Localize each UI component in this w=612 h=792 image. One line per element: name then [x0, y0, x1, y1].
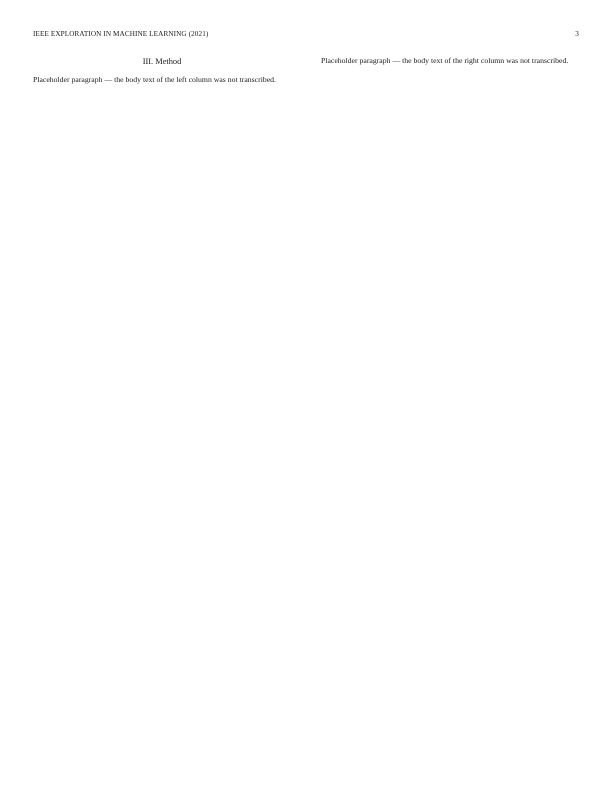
body-columns [33, 56, 579, 776]
paragraph: Placeholder paragraph — the body text of the right column was not transcribed. [321, 56, 569, 65]
running-head [33, 28, 579, 40]
section-heading: III. Method [142, 57, 182, 66]
running-title: IEEE EXPLORATION IN MACHINE LEARNING (2021) [33, 30, 209, 38]
left-column [33, 56, 291, 776]
paragraph: Placeholder paragraph — the body text of the left column was not transcribed. [33, 75, 276, 84]
right-column [321, 56, 579, 776]
page-number: 3 [575, 30, 579, 38]
